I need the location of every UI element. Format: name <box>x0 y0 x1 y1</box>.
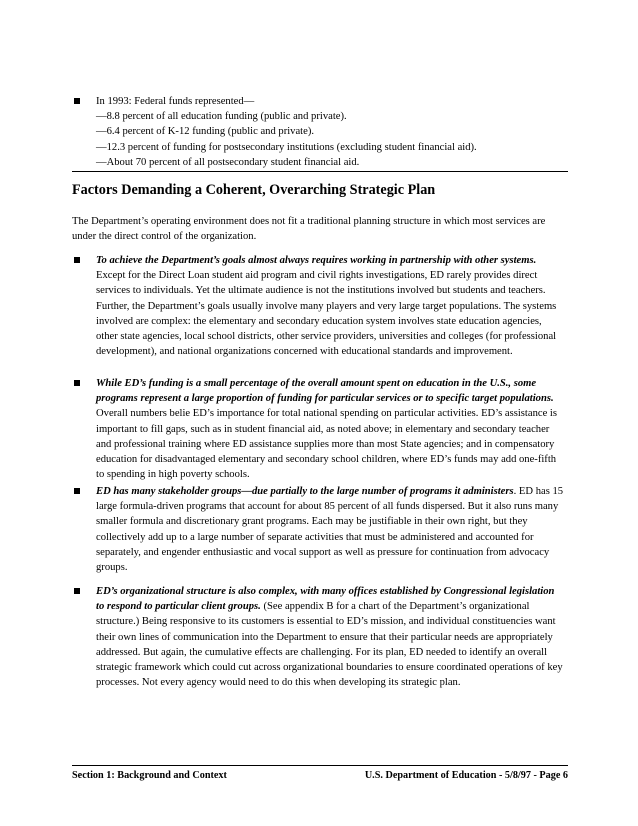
bullet-item <box>72 376 564 482</box>
bullet-item <box>72 484 564 575</box>
funding-fact-line: —8.8 percent of all education funding (public and private). <box>96 111 347 123</box>
square-bullet-icon <box>72 584 96 690</box>
bullet-item <box>72 584 564 690</box>
funding-fact-line: —12.3 percent of funding for postsecondary institutions (excluding student financial aid). <box>96 141 477 153</box>
bullet-item <box>72 253 564 359</box>
square-bullet-icon <box>72 376 96 482</box>
footer-divider <box>72 765 568 766</box>
bullet-lead: ED has many stakeholder groups—due partially to the large number of programs it administers <box>96 486 514 497</box>
page-footer <box>72 770 568 781</box>
funding-fact-line: —About 70 percent of all postsecondary student financial aid. <box>96 156 360 168</box>
bullet-text: Except for the Direct Loan student aid program and civil rights investigations, ED rarely provides direct services to individuals. Yet the ultimate audience is not the institutions involved but students and teachers. Further, the Department’s goals usually involve many players and very large target populations. The systems involved are complex: the elementary and secondary education system involves state education agencies, other state agencies, local school districts, other service providers, universities and colleges (for professional development), and national organizations concerned with educational standards and improvement. <box>96 270 557 358</box>
section-divider <box>72 171 568 172</box>
bullet-lead: To achieve the Department’s goals almost always requires working in partnership with other systems. <box>96 255 537 266</box>
bullet-lead: While ED’s funding is a small percentage of the overall amount spent on education in the U.S., some programs represent a large proportion of funding for particular services or to specific target populations. <box>96 378 554 405</box>
funding-facts <box>72 94 572 170</box>
footer-section-title: Section 1: Background and Context <box>72 770 227 781</box>
footer-page-info: U.S. Department of Education - 5/8/97 - Page 6 <box>364 770 568 781</box>
bullet-text: Overall numbers belie ED’s importance for total national spending on particular activities. ED’s assistance is important to fill gaps, such as in student financial aid, as noted above; in elementary and secondary teacher and professional training where ED assistance supplies more than most State agencies; and in compensatory education for disadvantaged elementary and secondary school children, where ED’s funds may add one-fifth to spending in high poverty schools. <box>96 408 557 481</box>
bullet-text: . ED has 15 large formula-driven programs that account for about 85 percent of all funds dispersed. But it also runs many smaller formula and discretionary grant programs. Each may be justifiable in their own right, but they collectively add up to a large number of separate activities that must be administered and accounted for separately, and engender enthusiastic and vocal support as well as pressure for continuation from advocacy groups. <box>96 486 564 574</box>
funding-facts-lead: In 1993: Federal funds represented— <box>96 96 255 107</box>
section-heading: Factors Demanding a Coherent, Overarching Strategic Plan <box>72 182 436 198</box>
funding-fact-line: —6.4 percent of K-12 funding (public and private). <box>96 126 314 138</box>
square-bullet-icon <box>72 484 96 575</box>
square-bullet-icon <box>72 253 96 359</box>
section-intro-paragraph: The Department’s operating environment does not fit a traditional planning structure in which most services are under the direct control of the organization. <box>72 216 546 243</box>
bullet-text: (See appendix B for a chart of the Department’s organizational structure.) Being responsive to its customers is essential to ED’s mission, and individual constituencies want their own lines of communication into the Department to ensure that their particular needs are appropriately addressed. But again, the cumulative effects are challenging. For its plan, ED needed to identify an overall strategic framework which could cut across organizational boundaries to ensure coordinated operations of key processes. Not every agency would need to do this when developing its strategic plan. <box>96 601 563 689</box>
square-bullet-icon <box>72 94 96 109</box>
bullet-lead: ED’s organizational structure is also complex, with many offices established by Congressional legislation to respond to particular client groups. <box>96 586 555 613</box>
